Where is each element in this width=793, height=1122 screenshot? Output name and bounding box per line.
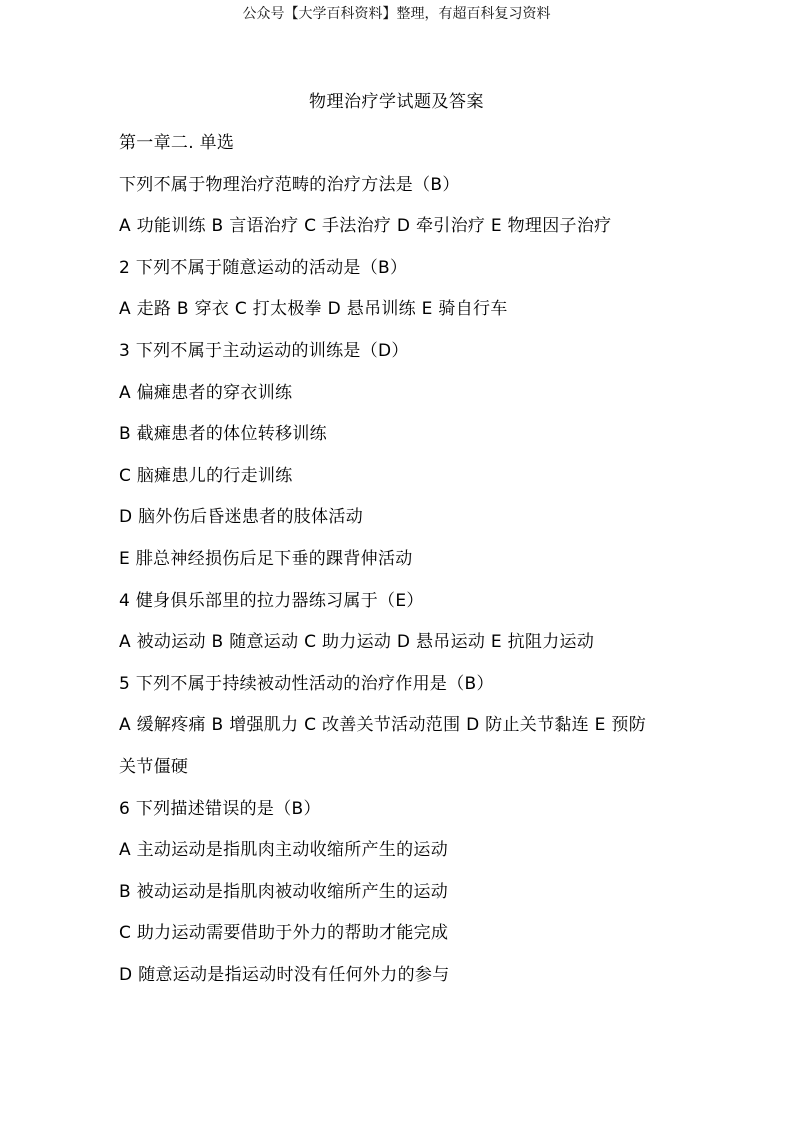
document-title: 物理治疗学试题及答案 bbox=[309, 92, 484, 112]
question-6-option-b: B 被动运动是指肌肉被动收缩所产生的运动 bbox=[119, 881, 449, 902]
section-heading: 第一章二. 单选 bbox=[119, 133, 235, 153]
question-5-options-continued: 关节僵硬 bbox=[119, 756, 189, 777]
question-6-option-d: D 随意运动是指运动时没有任何外力的参与 bbox=[119, 964, 450, 985]
question-6-option-a: A 主动运动是指肌肉主动收缩所产生的运动 bbox=[119, 840, 449, 861]
question-1: 下列不属于物理治疗范畴的治疗方法是（B） bbox=[119, 174, 460, 195]
question-3-option-c: C 脑瘫患儿的行走训练 bbox=[119, 465, 293, 486]
question-2-options: A 走路 B 穿衣 C 打太极拳 D 悬吊训练 E 骑自行车 bbox=[119, 299, 508, 320]
document-body bbox=[119, 130, 719, 1003]
question-6: 6 下列描述错误的是（B） bbox=[119, 798, 321, 819]
header-note: 公众号【大学百科资料】整理，有超百科复习资料 bbox=[242, 6, 551, 22]
question-2: 2 下列不属于随意运动的活动是（B） bbox=[119, 257, 408, 278]
question-4-options: A 被动运动 B 随意运动 C 助力运动 D 悬吊运动 E 抗阻力运动 bbox=[119, 632, 595, 653]
question-5-options: A 缓解疼痛 B 增强肌力 C 改善关节活动范围 D 防止关节黏连 E 预防 bbox=[119, 715, 647, 736]
question-3-option-e: E 腓总神经损伤后足下垂的踝背伸活动 bbox=[119, 548, 413, 569]
question-3-option-b: B 截瘫患者的体位转移训练 bbox=[119, 424, 327, 445]
question-3: 3 下列不属于主动运动的训练是（D） bbox=[119, 340, 409, 361]
question-6-option-c: C 助力运动需要借助于外力的帮助才能完成 bbox=[119, 923, 449, 944]
question-5: 5 下列不属于持续被动性活动的治疗作用是（B） bbox=[119, 673, 494, 694]
question-3-option-d: D 脑外伤后昏迷患者的肢体活动 bbox=[119, 507, 363, 528]
question-1-options: A 功能训练 B 言语治疗 C 手法治疗 D 牵引治疗 E 物理因子治疗 bbox=[119, 216, 612, 237]
question-3-option-a: A 偏瘫患者的穿衣训练 bbox=[119, 382, 293, 403]
question-4: 4 健身俱乐部里的拉力器练习属于（E） bbox=[119, 590, 424, 611]
